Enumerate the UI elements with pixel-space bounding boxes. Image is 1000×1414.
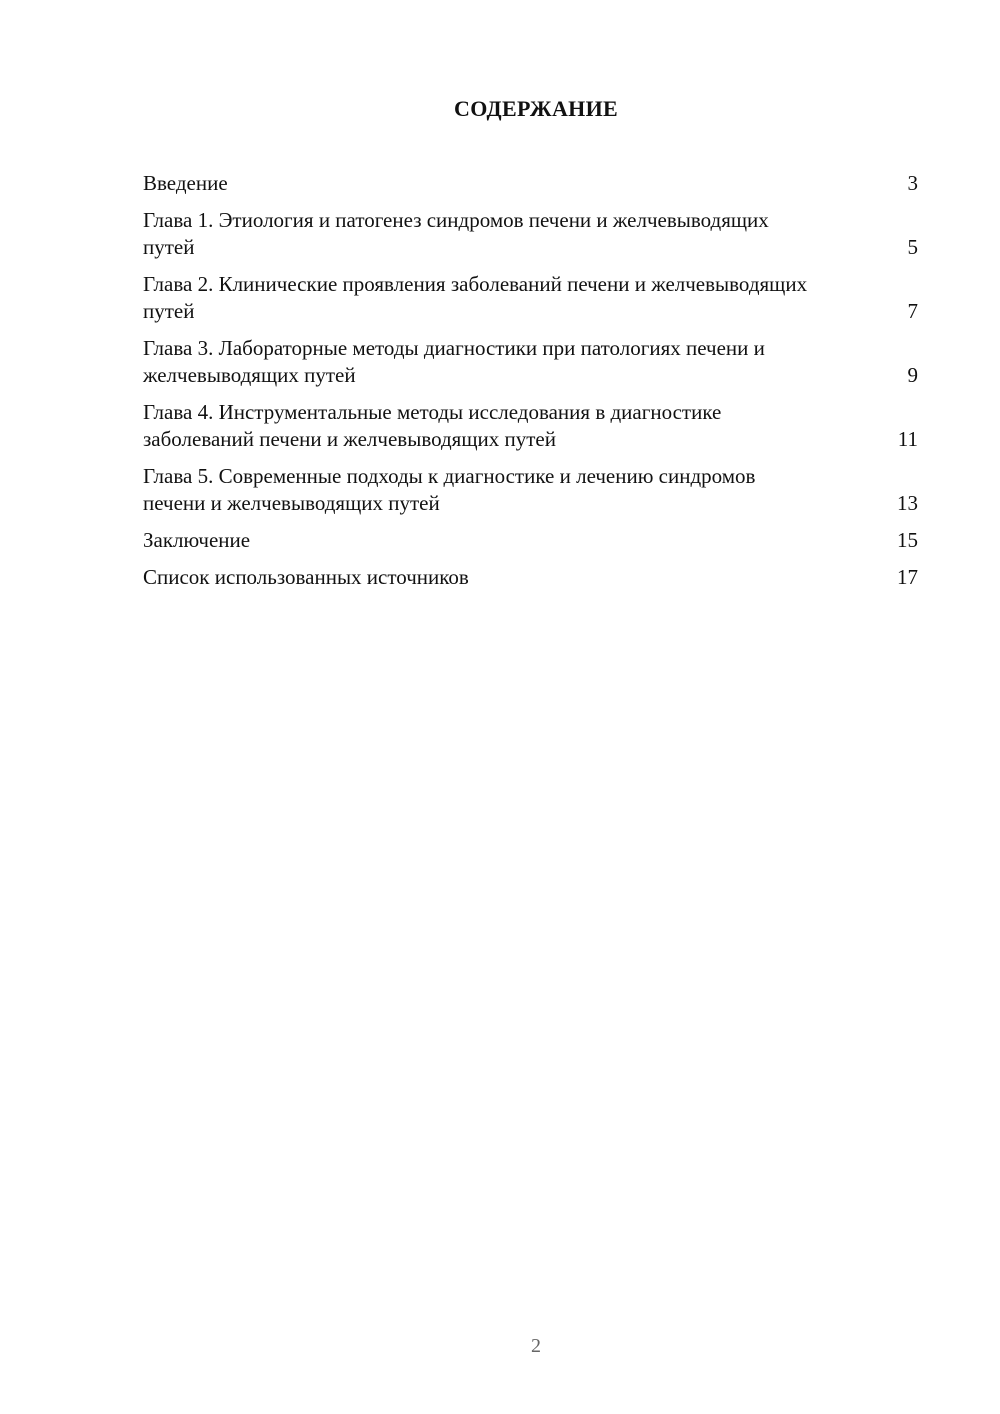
toc-entry-text: Глава 4. Инструментальные методы исследования в диагностике заболеваний печени и желчевыводящих путей [143,400,722,451]
page-number: 2 [531,1335,541,1357]
toc-entry-chapter-4[interactable] [143,399,918,453]
toc-entry-page: 15 [897,528,918,552]
table-of-contents [143,170,918,601]
toc-entry-conclusion[interactable] [143,527,918,554]
toc-entry-page: 11 [897,427,918,451]
toc-entry-page: 13 [897,491,918,515]
page-title: СОДЕРЖАНИЕ [454,96,618,121]
toc-entry-chapter-2[interactable] [143,271,918,325]
toc-entry-page: 17 [897,565,918,589]
toc-entry-page: 9 [907,363,918,387]
toc-entry-text: Список использованных источников [143,565,469,589]
toc-entry-page: 5 [907,235,918,259]
toc-entry-page: 3 [907,171,918,195]
toc-entry-text: Глава 1. Этиология и патогенез синдромов печени и желчевыводящих путей [143,208,769,259]
toc-entry-chapter-1[interactable] [143,207,918,261]
toc-entry-page: 7 [907,299,918,323]
toc-entry-references[interactable] [143,564,918,591]
toc-entry-chapter-5[interactable] [143,463,918,517]
toc-entry-introduction[interactable] [143,170,918,197]
toc-entry-text: Глава 3. Лабораторные методы диагностики при патологиях печени и желчевыводящих путей [143,336,765,387]
toc-entry-text: Глава 5. Современные подходы к диагностике и лечению синдромов печени и желчевыводящих путей [143,464,756,515]
toc-entry-text: Глава 2. Клинические проявления заболеваний печени и желчевыводящих путей [143,272,808,323]
toc-entry-text: Заключение [143,528,251,552]
toc-entry-chapter-3[interactable] [143,335,918,389]
toc-entry-text: Введение [143,171,228,195]
